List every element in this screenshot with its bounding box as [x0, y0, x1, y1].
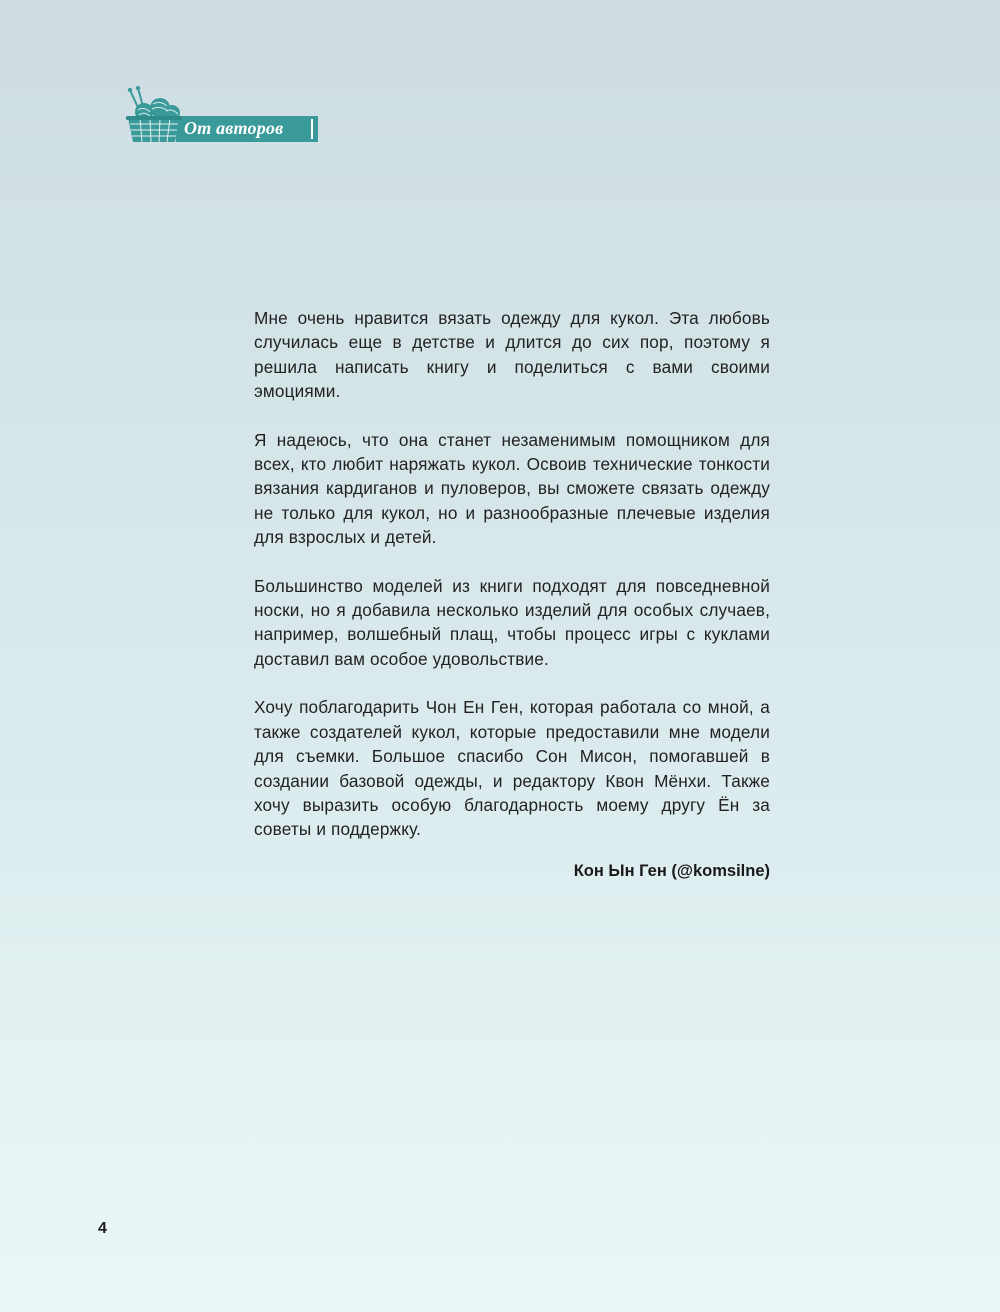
title-bar-divider: [311, 119, 313, 139]
yarn-basket-icon: [120, 86, 184, 146]
author-foreword: [254, 306, 770, 866]
section-title: От авторов: [184, 118, 284, 138]
author-signature: Кон Ын Ген (@komsilne): [573, 862, 770, 880]
section-header: [120, 86, 320, 146]
paragraph: Я надеюсь, что она станет незаменимым помощником для всех, кто любит наряжать кукол. Освоив технические тонкости вязания кардиганов и пуловеров, вы сможете связать одежду не только для кукол, но и разнообразные плечевые изделия для взрослых и детей.: [254, 429, 770, 548]
paragraph: Большинство моделей из книги подходят для повседневной носки, но я добавила несколько изделий для особых случаев, например, волшебный плащ, чтобы процесс игры с куклами доставил вам особое удовольствие.: [254, 575, 770, 669]
paragraph: Хочу поблагодарить Чон Ен Ген, которая работала со мной, а также создателей кукол, которые предоставили мне модели для съемки. Большое спасибо Сон Мисон, помогавшей в создании базовой одежды, и редактору Квон Мёнхи. Также хочу выразить особую благодарность моему другу Ён за советы и поддержку.: [254, 697, 770, 840]
page-number: 4: [98, 1220, 107, 1237]
paragraph: Мне очень нравится вязать одежду для кукол. Эта любовь случилась еще в детстве и длится до сих пор, поэтому я решила написать книгу и поделиться с вами своими эмоциями.: [254, 308, 770, 402]
